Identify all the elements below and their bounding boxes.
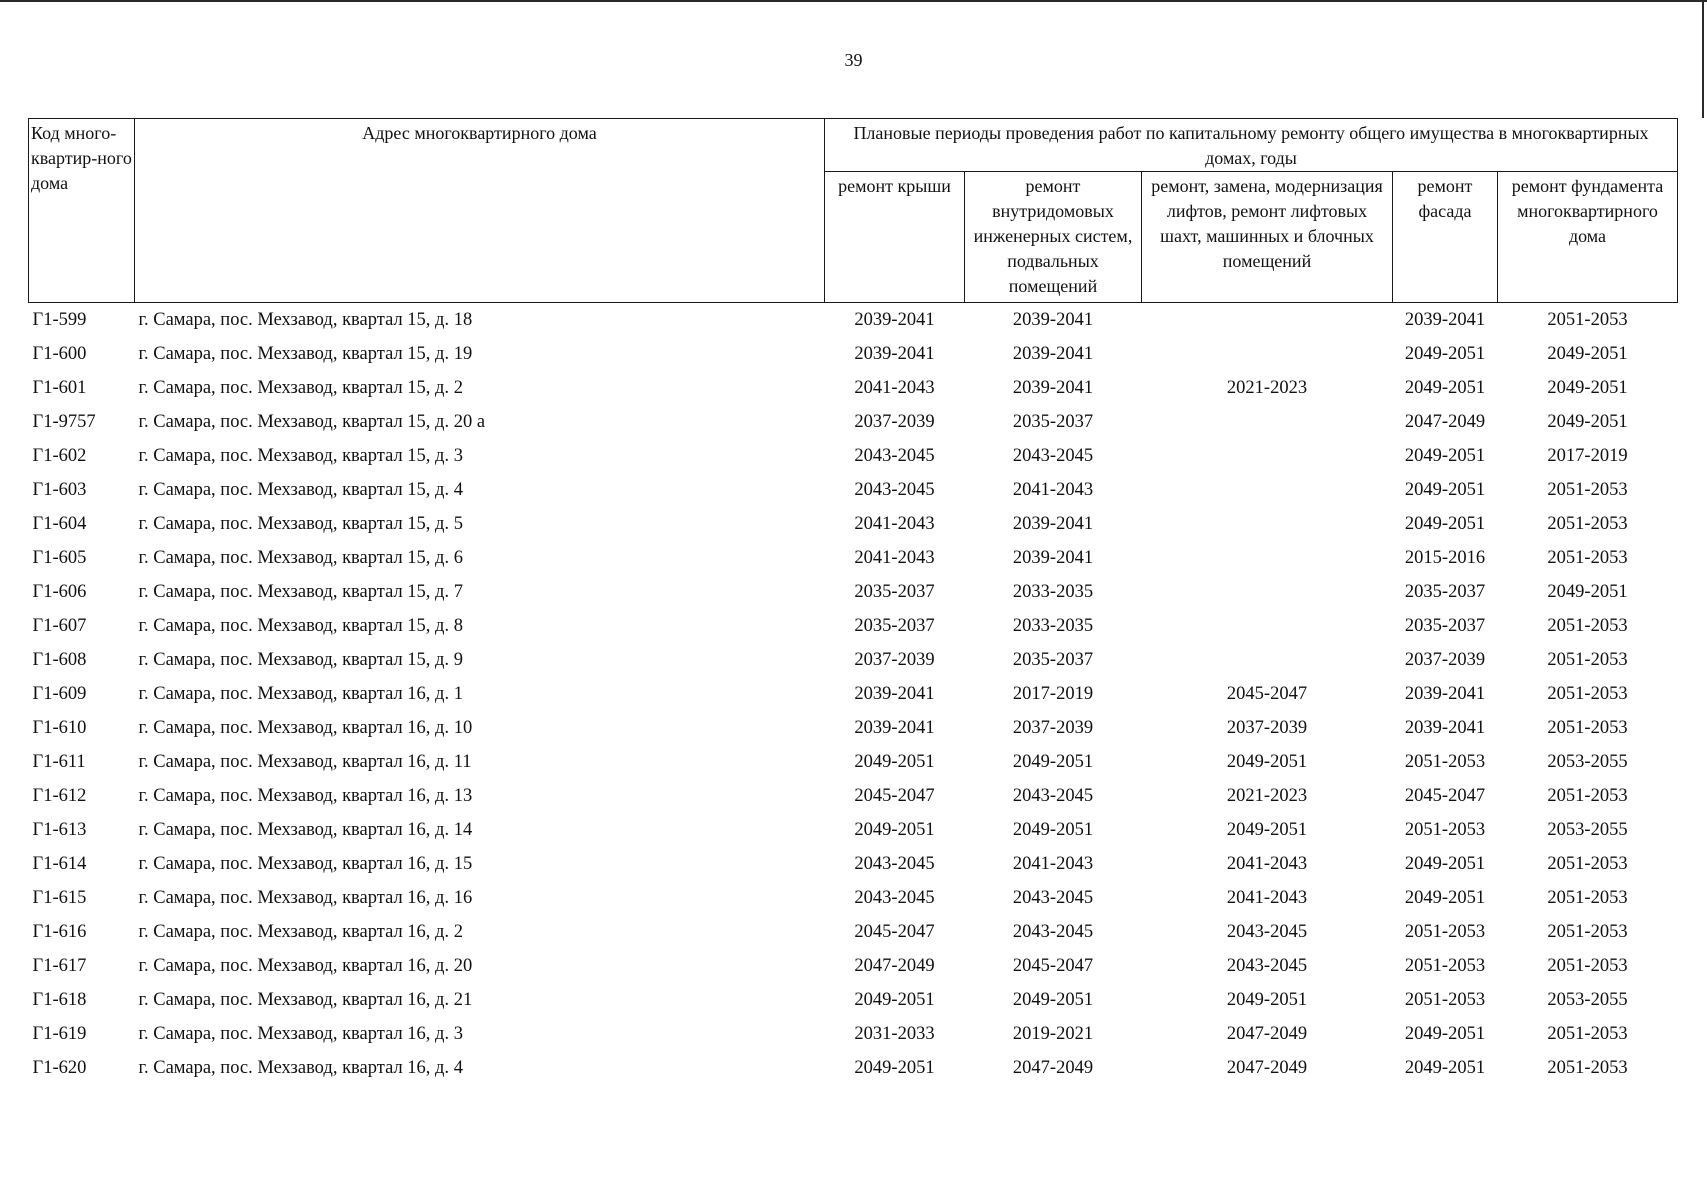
engineering-repair-period-cell: 2043-2045 (1012, 445, 1094, 466)
engineering-repair-period-cell: 2039-2041 (1012, 377, 1094, 398)
building-code-cell: Г1-610 (32, 717, 87, 738)
engineering-repair-period-cell: 2049-2051 (1012, 819, 1094, 840)
building-code-cell: Г1-614 (32, 853, 87, 874)
building-code-cell: Г1-615 (32, 887, 87, 908)
engineering-repair-period-cell: 2037-2039 (1012, 717, 1094, 738)
engineering-repair-period-cell: 2049-2051 (1012, 751, 1094, 772)
engineering-repair-period-cell: 2043-2045 (1012, 785, 1094, 806)
address-cell: г. Самара, пос. Мехзавод, квартал 16, д. 20 (138, 955, 473, 976)
roof-repair-period-cell: 2045-2047 (854, 921, 935, 942)
address-cell: г. Самара, пос. Мехзавод, квартал 16, д. 2 (138, 921, 463, 942)
elevator-repair-period-cell: 2043-2045 (1226, 955, 1308, 976)
engineering-repair-period-cell: 2039-2041 (1012, 309, 1094, 330)
engineering-repair-period-cell: 2035-2037 (1012, 649, 1094, 670)
facade-repair-period-cell: 2051-2053 (1404, 989, 1486, 1010)
roof-repair-period-cell: 2035-2037 (854, 615, 935, 636)
building-code-cell: Г1-613 (32, 819, 87, 840)
elevator-repair-period-cell: 2049-2051 (1226, 819, 1308, 840)
elevator-repair-period-cell (1142, 405, 1393, 439)
foundation-repair-period-cell: 2051-2053 (1547, 547, 1628, 568)
foundation-repair-period-cell: 2051-2053 (1547, 717, 1628, 738)
roof-repair-period-cell: 2031-2033 (854, 1023, 935, 1044)
top-border-line (0, 0, 1707, 2)
table-row (29, 575, 1678, 609)
facade-repair-period-cell: 2039-2041 (1404, 683, 1486, 704)
engineering-repair-period-cell: 2043-2045 (1012, 921, 1094, 942)
building-code-cell: Г1-619 (32, 1023, 87, 1044)
table-row (29, 915, 1678, 949)
elevator-repair-period-cell: 2021-2023 (1226, 785, 1308, 806)
address-cell: г. Самара, пос. Мехзавод, квартал 15, д. 4 (138, 479, 463, 500)
facade-repair-period-cell: 2039-2041 (1404, 309, 1486, 330)
address-cell: г. Самара, пос. Мехзавод, квартал 16, д. 21 (138, 989, 473, 1010)
foundation-repair-period-cell: 2051-2053 (1547, 955, 1628, 976)
roof-repair-period-cell: 2043-2045 (854, 853, 935, 874)
engineering-repair-period-cell: 2017-2019 (1012, 683, 1094, 704)
elevator-repair-period-cell: 2045-2047 (1226, 683, 1308, 704)
table-row (29, 881, 1678, 915)
facade-repair-period-cell: 2051-2053 (1404, 921, 1486, 942)
engineering-repair-period-cell: 2035-2037 (1012, 411, 1094, 432)
address-cell: г. Самара, пос. Мехзавод, квартал 15, д. 3 (138, 445, 463, 466)
elevator-repair-period-cell (1142, 303, 1393, 338)
table-row (29, 677, 1678, 711)
address-cell: г. Самара, пос. Мехзавод, квартал 16, д. 14 (138, 819, 473, 840)
engineering-repair-period-cell: 2043-2045 (1012, 887, 1094, 908)
address-cell: г. Самара, пос. Мехзавод, квартал 16, д. 3 (138, 1023, 463, 1044)
building-code-cell: Г1-617 (32, 955, 87, 976)
roof-repair-period-cell: 2041-2043 (854, 547, 935, 568)
facade-repair-period-cell: 2039-2041 (1404, 717, 1486, 738)
elevator-repair-period-cell: 2047-2049 (1226, 1057, 1308, 1078)
foundation-repair-period-cell: 2053-2055 (1547, 751, 1628, 772)
foundation-repair-period-cell: 2053-2055 (1547, 989, 1628, 1010)
elevator-repair-period-cell: 2049-2051 (1226, 751, 1308, 772)
building-code-cell: Г1-9757 (32, 411, 96, 432)
foundation-repair-period-cell: 2051-2053 (1547, 309, 1628, 330)
foundation-repair-period-cell: 2051-2053 (1547, 921, 1628, 942)
facade-repair-period-cell: 2045-2047 (1404, 785, 1486, 806)
elevator-repair-period-cell (1142, 337, 1393, 371)
foundation-repair-period-cell: 2051-2053 (1547, 887, 1628, 908)
facade-repair-period-cell: 2049-2051 (1404, 513, 1486, 534)
building-code-cell: Г1-612 (32, 785, 87, 806)
header-engineering-systems-repair: ремонт внутридомовых инженерных систем, подвальных помещений (965, 172, 1142, 303)
address-cell: г. Самара, пос. Мехзавод, квартал 16, д. 1 (138, 683, 463, 704)
table-row (29, 371, 1678, 405)
header-building-code: Код много-квартир-ного дома (29, 119, 135, 303)
table-row (29, 779, 1678, 813)
elevator-repair-period-cell: 2043-2045 (1226, 921, 1308, 942)
table-body (29, 303, 1678, 1086)
elevator-repair-period-cell (1142, 473, 1393, 507)
table-row (29, 303, 1678, 338)
address-cell: г. Самара, пос. Мехзавод, квартал 15, д. 7 (138, 581, 463, 602)
foundation-repair-period-cell: 2053-2055 (1547, 819, 1628, 840)
engineering-repair-period-cell: 2047-2049 (1012, 1057, 1094, 1078)
engineering-repair-period-cell: 2039-2041 (1012, 513, 1094, 534)
roof-repair-period-cell: 2049-2051 (854, 819, 935, 840)
facade-repair-period-cell: 2051-2053 (1404, 955, 1486, 976)
facade-repair-period-cell: 2049-2051 (1404, 479, 1486, 500)
building-code-cell: Г1-620 (32, 1057, 87, 1078)
address-cell: г. Самара, пос. Мехзавод, квартал 16, д. 16 (138, 887, 473, 908)
header-facade-repair: ремонт фасада (1393, 172, 1498, 303)
building-code-cell: Г1-599 (32, 309, 87, 330)
facade-repair-period-cell: 2049-2051 (1404, 1023, 1486, 1044)
table-row (29, 609, 1678, 643)
roof-repair-period-cell: 2049-2051 (854, 751, 935, 772)
address-cell: г. Самара, пос. Мехзавод, квартал 15, д. 18 (138, 309, 473, 330)
roof-repair-period-cell: 2035-2037 (854, 581, 935, 602)
address-cell: г. Самара, пос. Мехзавод, квартал 16, д. 11 (138, 751, 472, 772)
facade-repair-period-cell: 2051-2053 (1404, 751, 1486, 772)
facade-repair-period-cell: 2049-2051 (1404, 343, 1486, 364)
address-cell: г. Самара, пос. Мехзавод, квартал 15, д. 9 (138, 649, 463, 670)
foundation-repair-period-cell: 2017-2019 (1547, 445, 1628, 466)
table-row (29, 405, 1678, 439)
address-cell: г. Самара, пос. Мехзавод, квартал 15, д. 20 а (138, 411, 486, 432)
roof-repair-period-cell: 2045-2047 (854, 785, 935, 806)
engineering-repair-period-cell: 2045-2047 (1012, 955, 1094, 976)
header-roof-repair: ремонт крыши (825, 172, 965, 303)
table-row (29, 983, 1678, 1017)
table-row (29, 507, 1678, 541)
building-code-cell: Г1-611 (32, 751, 86, 772)
building-code-cell: Г1-616 (32, 921, 87, 942)
address-cell: г. Самара, пос. Мехзавод, квартал 16, д. 10 (138, 717, 473, 738)
foundation-repair-period-cell: 2049-2051 (1547, 377, 1628, 398)
table-row (29, 813, 1678, 847)
engineering-repair-period-cell: 2049-2051 (1012, 989, 1094, 1010)
page-number: 39 (844, 50, 863, 70)
address-cell: г. Самара, пос. Мехзавод, квартал 16, д. 4 (138, 1057, 463, 1078)
engineering-repair-period-cell: 2019-2021 (1012, 1023, 1094, 1044)
facade-repair-period-cell: 2049-2051 (1404, 853, 1486, 874)
engineering-repair-period-cell: 2039-2041 (1012, 343, 1094, 364)
elevator-repair-period-cell (1142, 439, 1393, 473)
foundation-repair-period-cell: 2051-2053 (1547, 513, 1628, 534)
roof-repair-period-cell: 2041-2043 (854, 513, 935, 534)
building-code-cell: Г1-606 (32, 581, 87, 602)
elevator-repair-period-cell (1142, 575, 1393, 609)
header-address: Адрес многоквартирного дома (135, 119, 825, 303)
roof-repair-period-cell: 2039-2041 (854, 309, 935, 330)
roof-repair-period-cell: 2039-2041 (854, 683, 935, 704)
elevator-repair-period-cell: 2041-2043 (1226, 887, 1308, 908)
address-cell: г. Самара, пос. Мехзавод, квартал 16, д. 13 (138, 785, 473, 806)
table-row (29, 745, 1678, 779)
address-cell: г. Самара, пос. Мехзавод, квартал 15, д. 19 (138, 343, 473, 364)
roof-repair-period-cell: 2043-2045 (854, 479, 935, 500)
address-cell: г. Самара, пос. Мехзавод, квартал 15, д. 8 (138, 615, 463, 636)
building-code-cell: Г1-603 (32, 479, 87, 500)
building-code-cell: Г1-604 (32, 513, 87, 534)
building-code-cell: Г1-602 (32, 445, 87, 466)
foundation-repair-period-cell: 2051-2053 (1547, 1057, 1628, 1078)
roof-repair-period-cell: 2039-2041 (854, 717, 935, 738)
facade-repair-period-cell: 2049-2051 (1404, 377, 1486, 398)
facade-repair-period-cell: 2049-2051 (1404, 445, 1486, 466)
roof-repair-period-cell: 2047-2049 (854, 955, 935, 976)
foundation-repair-period-cell: 2051-2053 (1547, 615, 1628, 636)
foundation-repair-period-cell: 2049-2051 (1547, 343, 1628, 364)
facade-repair-period-cell: 2037-2039 (1404, 649, 1486, 670)
building-code-cell: Г1-618 (32, 989, 87, 1010)
table-header (29, 119, 1678, 303)
table-row (29, 643, 1678, 677)
table-row (29, 439, 1678, 473)
table-row (29, 541, 1678, 575)
building-code-cell: Г1-605 (32, 547, 87, 568)
roof-repair-period-cell: 2049-2051 (854, 1057, 935, 1078)
facade-repair-period-cell: 2047-2049 (1404, 411, 1486, 432)
header-elevator-repair: ремонт, замена, модернизация лифтов, ремонт лифтовых шахт, машинных и блочных помещений (1142, 172, 1393, 303)
table-row (29, 949, 1678, 983)
foundation-repair-period-cell: 2049-2051 (1547, 581, 1628, 602)
table-row (29, 1017, 1678, 1051)
roof-repair-period-cell: 2039-2041 (854, 343, 935, 364)
facade-repair-period-cell: 2015-2016 (1404, 547, 1486, 568)
roof-repair-period-cell: 2043-2045 (854, 445, 935, 466)
elevator-repair-period-cell: 2021-2023 (1226, 377, 1308, 398)
elevator-repair-period-cell (1142, 609, 1393, 643)
foundation-repair-period-cell: 2051-2053 (1547, 479, 1628, 500)
foundation-repair-period-cell: 2051-2053 (1547, 683, 1628, 704)
elevator-repair-period-cell: 2037-2039 (1226, 717, 1308, 738)
elevator-repair-period-cell (1142, 507, 1393, 541)
facade-repair-period-cell: 2051-2053 (1404, 819, 1486, 840)
facade-repair-period-cell: 2035-2037 (1404, 615, 1486, 636)
building-code-cell: Г1-608 (32, 649, 87, 670)
roof-repair-period-cell: 2037-2039 (854, 649, 935, 670)
building-code-cell: Г1-601 (32, 377, 87, 398)
engineering-repair-period-cell: 2041-2043 (1012, 853, 1094, 874)
table-row (29, 337, 1678, 371)
foundation-repair-period-cell: 2051-2053 (1547, 649, 1628, 670)
table-row (29, 473, 1678, 507)
facade-repair-period-cell: 2049-2051 (1404, 887, 1486, 908)
building-code-cell: Г1-609 (32, 683, 87, 704)
capital-repair-schedule-table (28, 118, 1678, 1085)
building-code-cell: Г1-600 (32, 343, 87, 364)
facade-repair-period-cell: 2035-2037 (1404, 581, 1486, 602)
elevator-repair-period-cell (1142, 643, 1393, 677)
foundation-repair-period-cell: 2051-2053 (1547, 853, 1628, 874)
address-cell: г. Самара, пос. Мехзавод, квартал 16, д. 15 (138, 853, 473, 874)
roof-repair-period-cell: 2041-2043 (854, 377, 935, 398)
address-cell: г. Самара, пос. Мехзавод, квартал 15, д. 6 (138, 547, 463, 568)
table-row (29, 847, 1678, 881)
facade-repair-period-cell: 2049-2051 (1404, 1057, 1486, 1078)
elevator-repair-period-cell: 2047-2049 (1226, 1023, 1308, 1044)
elevator-repair-period-cell: 2041-2043 (1226, 853, 1308, 874)
roof-repair-period-cell: 2049-2051 (854, 989, 935, 1010)
header-planned-periods: Плановые периоды проведения работ по капитальному ремонту общего имущества в многоквартирных домах, годы (825, 119, 1678, 172)
engineering-repair-period-cell: 2039-2041 (1012, 547, 1094, 568)
roof-repair-period-cell: 2043-2045 (854, 887, 935, 908)
foundation-repair-period-cell: 2051-2053 (1547, 1023, 1628, 1044)
engineering-repair-period-cell: 2041-2043 (1012, 479, 1094, 500)
building-code-cell: Г1-607 (32, 615, 87, 636)
elevator-repair-period-cell (1142, 541, 1393, 575)
engineering-repair-period-cell: 2033-2035 (1012, 615, 1094, 636)
table-row (29, 1051, 1678, 1085)
foundation-repair-period-cell: 2049-2051 (1547, 411, 1628, 432)
roof-repair-period-cell: 2037-2039 (854, 411, 935, 432)
table-row (29, 711, 1678, 745)
elevator-repair-period-cell: 2049-2051 (1226, 989, 1308, 1010)
header-foundation-repair: ремонт фундамента многоквартирного дома (1498, 172, 1678, 303)
address-cell: г. Самара, пос. Мехзавод, квартал 15, д. 2 (138, 377, 463, 398)
engineering-repair-period-cell: 2033-2035 (1012, 581, 1094, 602)
address-cell: г. Самара, пос. Мехзавод, квартал 15, д. 5 (138, 513, 463, 534)
foundation-repair-period-cell: 2051-2053 (1547, 785, 1628, 806)
